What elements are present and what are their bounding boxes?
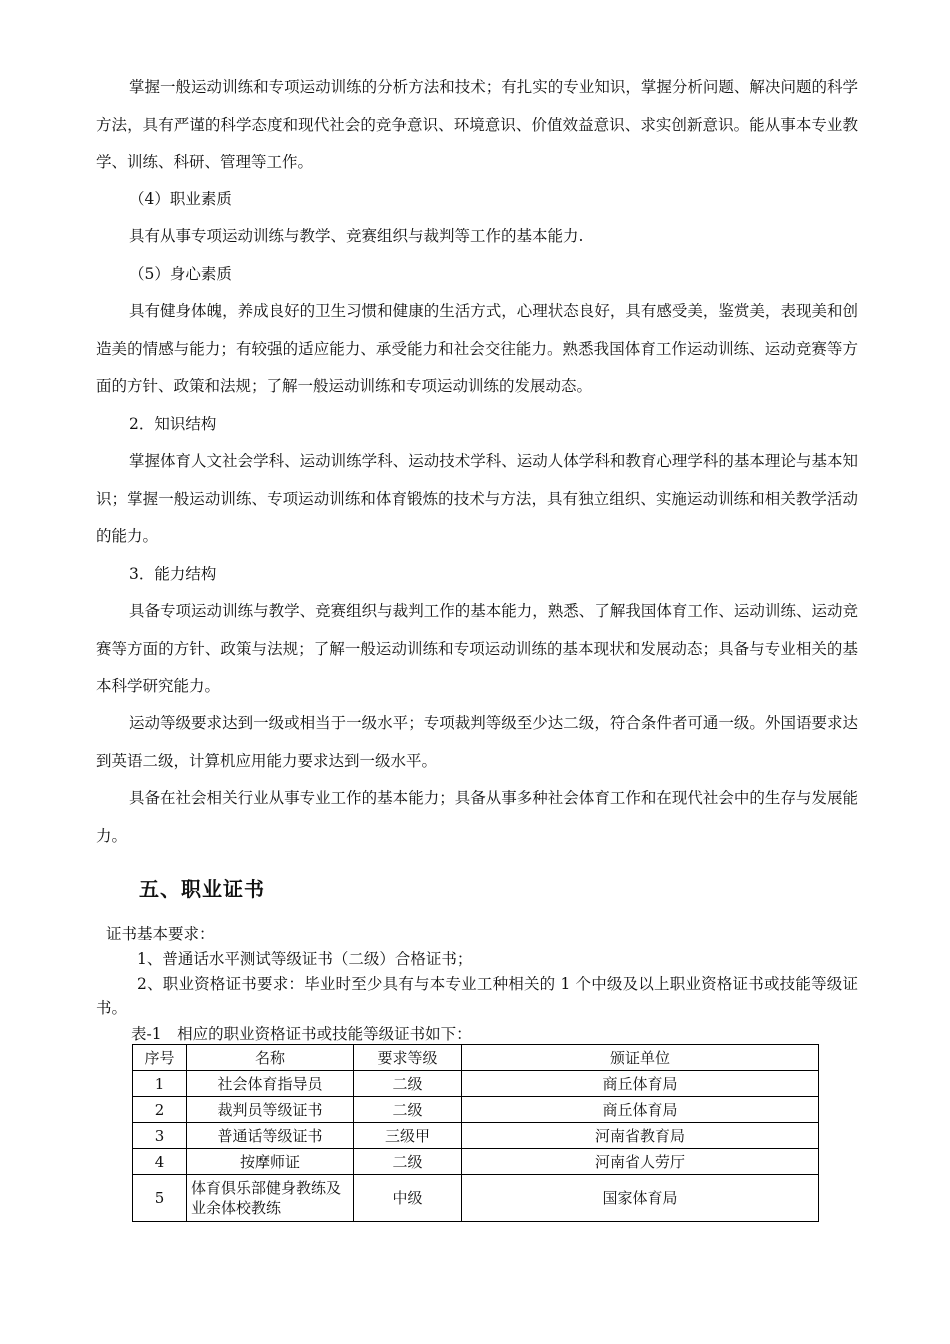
cell-level: 三级甲 [354, 1123, 462, 1149]
table-row [133, 1123, 819, 1149]
cell-issuer: 河南省人劳厅 [462, 1149, 819, 1175]
table-header-row [133, 1045, 819, 1071]
cell-level: 中级 [354, 1175, 462, 1222]
cell-issuer: 国家体育局 [462, 1175, 819, 1222]
cell-name: 社会体育指导员 [187, 1071, 354, 1097]
cell-number: 5 [133, 1175, 187, 1222]
header-level: 要求等级 [354, 1045, 462, 1071]
table-row [133, 1071, 819, 1097]
paragraph-ability-3: 具备在社会相关行业从事专业工作的基本能力；具备从事多种社会体育工作和在现代社会中的生存与发展能力。 [96, 789, 858, 845]
subheading-physical-mental-quality: （5）身心素质 [129, 265, 232, 283]
cell-issuer: 河南省教育局 [462, 1123, 819, 1149]
subheading-professional-quality: （4）职业素质 [129, 190, 232, 208]
header-issuer: 颁证单位 [462, 1045, 819, 1071]
header-name: 名称 [187, 1045, 354, 1071]
cell-issuer: 商丘体育局 [462, 1097, 819, 1123]
cell-number: 2 [133, 1097, 187, 1123]
paragraph-physical-mental-quality: 具有健身体魄，养成良好的卫生习惯和健康的生活方式，心理状态良好，具有感受美，鉴赏美，表现美和创造美的情感与能力；有较强的适应能力、承受能力和社会交往能力。熟悉我国体育工作运动训练、运动竞赛等方面的方针、政策和法规；了解一般运动训练和专项运动训练的发展动态。 [96, 302, 858, 395]
section-heading-certificates: 五、职业证书 [139, 877, 265, 901]
cell-number: 4 [133, 1149, 187, 1175]
paragraph-methods: 掌握一般运动训练和专项运动训练的分析方法和技术；有扎实的专业知识，掌握分析问题、解决问题的科学方法，具有严谨的科学态度和现代社会的竞争意识、环境意识、价值效益意识、求实创新意识。能从事本专业教学、训练、科研、管理等工作。 [96, 78, 858, 171]
paragraph-ability-1: 具备专项运动训练与教学、竞赛组织与裁判工作的基本能力，熟悉、了解我国体育工作、运动训练、运动竞赛等方面的方针、政策与法规；了解一般运动训练和专项运动训练的基本现状和发展动态；具备与专业相关的基本科学研究能力。 [96, 602, 858, 695]
cert-intro: 证书基本要求： [106, 925, 215, 943]
certificate-table [132, 1044, 819, 1222]
subheading-knowledge-structure: 2．知识结构 [129, 415, 217, 433]
subheading-ability-structure: 3．能力结构 [129, 565, 217, 583]
cell-number: 1 [133, 1071, 187, 1097]
paragraph-ability-2: 运动等级要求达到一级或相当于一级水平；专项裁判等级至少达二级，符合条件者可通一级。外国语要求达到英语二级，计算机应用能力要求达到一级水平。 [96, 714, 858, 770]
cell-issuer: 商丘体育局 [462, 1071, 819, 1097]
cell-level: 二级 [354, 1149, 462, 1175]
table-row [133, 1149, 819, 1175]
paragraph-professional-quality: 具有从事专项运动训练与教学、竞赛组织与裁判等工作的基本能力. [129, 227, 584, 245]
table-row [133, 1097, 819, 1123]
cert-requirement-1: 1、普通话水平测试等级证书（二级）合格证书； [137, 950, 473, 968]
cell-name: 裁判员等级证书 [187, 1097, 354, 1123]
paragraph-knowledge-structure: 掌握体育人文社会学科、运动训练学科、运动技术学科、运动人体学科和教育心理学科的基本理论与基本知识；掌握一般运动训练、专项运动训练和体育锻炼的技术与方法，具有独立组织、实施运动训练和相关教学活动的能力。 [96, 452, 858, 545]
table-row [133, 1175, 819, 1222]
cell-name: 普通话等级证书 [187, 1123, 354, 1149]
cell-number: 3 [133, 1123, 187, 1149]
cell-name: 体育俱乐部健身教练及业余体校教练 [187, 1175, 354, 1222]
header-number: 序号 [133, 1045, 187, 1071]
cert-requirement-2: 2、职业资格证书要求：毕业时至少具有与本专业工种相关的 1 个中级及以上职业资格证书或技能等级证书。 [96, 975, 858, 1017]
cell-name: 按摩师证 [187, 1149, 354, 1175]
cell-level: 二级 [354, 1071, 462, 1097]
table-caption: 表-1 相应的职业资格证书或技能等级证书如下： [131, 1025, 472, 1043]
cell-level: 二级 [354, 1097, 462, 1123]
